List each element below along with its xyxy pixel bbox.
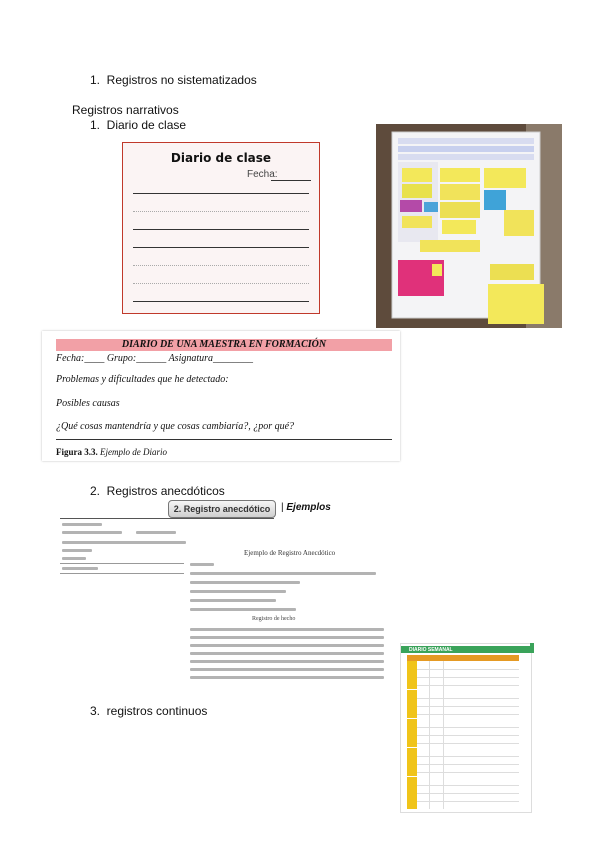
divider [60, 573, 184, 574]
illegible-text [190, 628, 384, 631]
illegible-text [190, 668, 384, 671]
diario-semanal-header [401, 646, 531, 653]
doc-subtitle: Registro de hecho [252, 616, 296, 622]
illegible-text [190, 676, 384, 679]
writing-line [133, 229, 309, 230]
diario-clase-card [122, 142, 320, 314]
day-cell [407, 661, 417, 689]
table-row [417, 685, 519, 686]
registro-anecdotico-example [56, 519, 386, 683]
diario-maestra-problemas: Problemas y dificultades que he detectado: [56, 374, 229, 385]
illegible-text [190, 572, 376, 575]
diario-maestra-cambios: ¿Qué cosas mantendría y que cosas cambiaría?, ¿por qué? [56, 421, 295, 432]
table-row [417, 785, 519, 786]
table-row [417, 714, 519, 715]
illegible-text [190, 608, 296, 611]
writing-line [133, 265, 309, 266]
divider [60, 563, 184, 564]
illegible-text [190, 652, 384, 655]
illegible-text [190, 636, 384, 639]
illegible-text [62, 567, 98, 570]
table-row [417, 764, 519, 765]
illegible-text [62, 549, 92, 552]
illegible-text [190, 563, 214, 566]
illegible-text [190, 599, 276, 602]
diario-maestra-fecha-line: Fecha:____ Grupo:______ Asignatura________ [56, 353, 254, 364]
fecha-line [271, 180, 311, 181]
heading-registros-continuos: 3. registros continuos [90, 704, 208, 718]
table-row [417, 772, 519, 773]
ejemplos-text: Ejemplos [286, 502, 331, 513]
heading-registros-anecdoticos: 2. Registros anecdóticos [90, 484, 225, 498]
writing-line [133, 247, 309, 248]
day-cell [407, 690, 417, 718]
heading-registros-no-sistematizados: 1. Registros no sistematizados [90, 73, 257, 87]
illegible-text [190, 660, 384, 663]
caption-text: Ejemplo de Diario [100, 447, 167, 457]
doc-title: Ejemplo de Registro Anecdótico [244, 549, 336, 557]
table-row [417, 698, 519, 699]
table-row [417, 669, 519, 670]
writing-line [133, 193, 309, 194]
table-row [417, 727, 519, 728]
diario-maestra-figure [42, 331, 400, 461]
diario-semanal-sheet [400, 643, 532, 813]
illegible-text [190, 590, 286, 593]
divider [56, 439, 392, 440]
heading-diario-de-clase: 1. Diario de clase [90, 118, 187, 132]
table-row [417, 743, 519, 744]
writing-line [133, 301, 309, 302]
illegible-text [62, 531, 122, 534]
caption-label: Figura 3.3. [56, 447, 98, 457]
table-row [417, 706, 519, 707]
illegible-text [62, 557, 86, 560]
illegible-text [136, 531, 176, 534]
table-row [417, 735, 519, 736]
writing-line [133, 211, 309, 212]
diario-semanal-columns [407, 655, 519, 661]
writing-line [133, 283, 309, 284]
diario-clase-fecha: Fecha: [247, 169, 278, 180]
table-row [417, 801, 519, 802]
heading-registros-narrativos: Registros narrativos [72, 103, 179, 117]
day-cell [407, 777, 417, 809]
diario-maestra-causas: Posibles causas [56, 398, 120, 409]
table-row [417, 793, 519, 794]
registro-anecdotico-button[interactable]: 2. Registro anecdótico [168, 500, 276, 518]
diario-semanal-title: DIARIO SEMANAL [409, 647, 453, 653]
table-row [417, 677, 519, 678]
day-cell [407, 748, 417, 776]
illegible-text [190, 581, 300, 584]
illegible-text [62, 541, 186, 544]
diario-maestra-header: DIARIO DE UNA MAESTRA EN FORMACIÓN [56, 339, 392, 351]
table-row [417, 756, 519, 757]
diario-clase-title: Diario de clase [170, 151, 272, 165]
diario-maestra-caption [56, 447, 167, 457]
ejemplos-label: | Ejemplos [281, 502, 331, 513]
day-cell [407, 719, 417, 747]
green-tab [530, 643, 534, 653]
illegible-text [62, 523, 102, 526]
illegible-text [190, 644, 384, 647]
sticky-notes-board-photo [376, 124, 562, 328]
